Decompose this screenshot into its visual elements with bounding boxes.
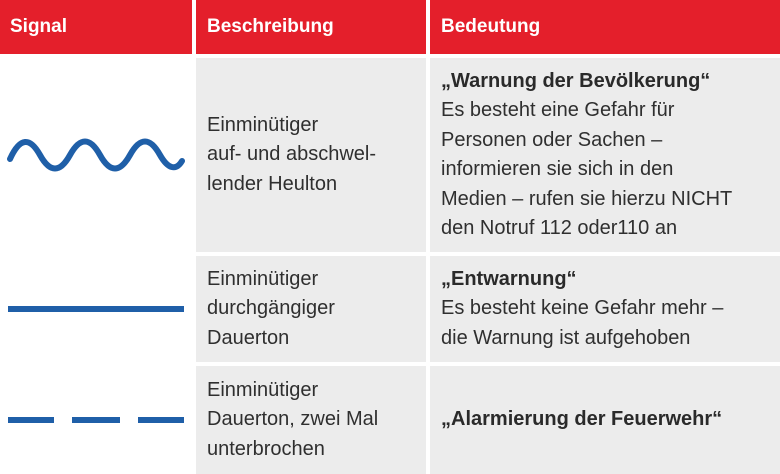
- description-text: Einminütiger auf- und abschwel- lender Heulton: [207, 113, 376, 195]
- description-text: Einminütiger Dauerton, zwei Mal unterbrochen: [207, 378, 379, 460]
- description-cell-fire-alarm: [196, 366, 426, 474]
- header-signal: Signal: [0, 0, 192, 54]
- meaning-title: „Alarmierung der Feuerwehr“: [441, 408, 723, 431]
- description-cell-all-clear: [196, 256, 426, 362]
- meaning-body: Es besteht eine Gefahr für Personen oder Sachen – informieren sie sich in den Medien – rufen sie hierzu NICHT den Notruf 112 oder110 an: [441, 99, 733, 239]
- description-text: Einminütiger durchgängiger Dauerton: [207, 267, 335, 349]
- dashed-line-icon: [6, 415, 186, 425]
- wave-icon: [6, 135, 186, 175]
- meaning-title: „Warnung der Bevölkerung“: [441, 69, 711, 92]
- signal-cell-all-clear: [0, 256, 192, 362]
- meaning-cell-warning: [430, 58, 780, 252]
- meaning-body: Es besteht keine Gefahr mehr – die Warnung ist aufgehoben: [441, 297, 724, 349]
- header-description: Beschreibung: [196, 0, 426, 54]
- header-meaning: Bedeutung: [430, 0, 780, 54]
- signal-cell-warning: [0, 58, 192, 252]
- solid-line-icon: [6, 304, 186, 314]
- signal-cell-fire-alarm: [0, 366, 192, 474]
- meaning-cell-all-clear: [430, 256, 780, 362]
- meaning-cell-fire-alarm: [430, 366, 780, 474]
- description-cell-warning: [196, 58, 426, 252]
- meaning-title: „Entwarnung“: [441, 267, 577, 290]
